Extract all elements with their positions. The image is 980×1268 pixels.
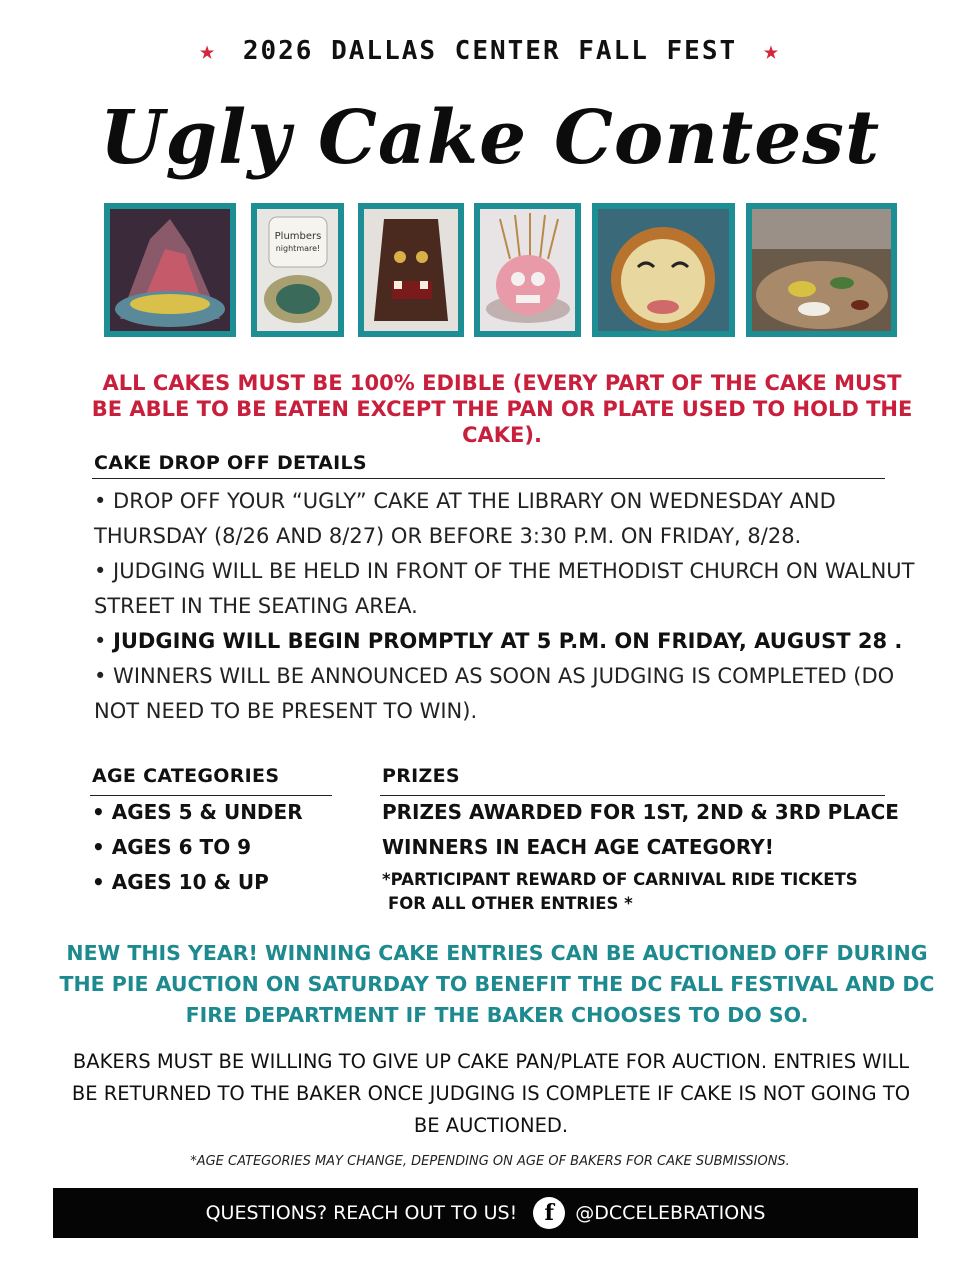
judging-time: JUDGING WILL BEGIN PROMPTLY AT 5 P.M. ON FRIDAY, AUGUST 28 . [113,629,903,653]
edible-notice: ALL CAKES MUST BE 100% EDIBLE (EVERY PART OF THE CAKE MUST BE ABLE TO BE EATEN EXCEPT THE PAN OR PLATE USED TO HOLD THE CAKE). [91,371,913,447]
dropoff-item: • DROP OFF YOUR “UGLY” CAKE AT THE LIBRARY ON WEDNESDAY AND THURSDAY (8/26 AND 8/27) OR BEFORE 3:30 P.M. ON FRIDAY, 8/28. [94,489,836,548]
age-category-item: • AGES 10 & UP [92,870,269,894]
event-header [0,36,980,66]
cake-photo-4 [474,203,581,337]
svg-text:nightmare!: nightmare! [275,244,321,253]
cake-photo-6 [746,203,897,337]
event-header-text: 2026 DALLAS CENTER FALL FEST [242,36,738,66]
cake-photo-5 [592,203,735,337]
facebook-icon[interactable]: f [533,1197,565,1229]
participant-reward: *PARTICIPANT REWARD OF CARNIVAL RIDE TICKETS [382,870,858,889]
star-icon: ★ [199,36,217,66]
participant-reward: FOR ALL OTHER ENTRIES * [388,894,633,913]
prizes-line: PRIZES AWARDED FOR 1ST, 2ND & 3RD PLACE [382,800,899,824]
age-category-item: • AGES 5 & UNDER [92,800,303,824]
dropoff-item: • WINNERS WILL BE ANNOUNCED AS SOON AS JUDGING IS COMPLETED (DO NOT NEED TO BE PRESENT TO WIN). [94,664,895,723]
star-icon: ★ [763,36,781,66]
bakers-notice: BAKERS MUST BE WILLING TO GIVE UP CAKE PAN/PLATE FOR AUCTION. ENTRIES WILL BE RETURNED TO THE BAKER ONCE JUDGING IS COMPLETE IF CAKE IS NOT GOING TO BE AUCTIONED. [71,1050,911,1137]
dropoff-item-bold: • JUDGING WILL BEGIN PROMPTLY AT 5 P.M. ON FRIDAY, AUGUST 28 . [94,629,903,653]
cake-photo-1 [104,203,236,337]
contact-footer [53,1188,918,1238]
questions-text: QUESTIONS? REACH OUT TO US! [205,1202,518,1224]
dropoff-heading: CAKE DROP OFF DETAILS [94,452,367,474]
svg-text:Plumbers: Plumbers [274,231,322,242]
prizes-heading: PRIZES [382,765,460,787]
age-categories-list [92,795,303,900]
prizes-list [382,795,899,916]
dropoff-item: • JUDGING WILL BE HELD IN FRONT OF THE METHODIST CHURCH ON WALNUT STREET IN THE SEATING AREA. [94,559,915,618]
new-this-year-notice: NEW THIS YEAR! WINNING CAKE ENTRIES CAN BE AUCTIONED OFF DURING THE PIE AUCTION ON SATURDAY TO BENEFIT THE DC FALL FESTIVAL AND DC FIRE DEPARTMENT IF THE BAKER CHOOSES TO DO SO. [59,941,935,1027]
facebook-handle[interactable]: @DCCELEBRATIONS [575,1202,766,1224]
age-footnote: *AGE CATEGORIES MAY CHANGE, DEPENDING ON AGE OF BAKERS FOR CAKE SUBMISSIONS. [190,1154,790,1169]
dropoff-list [94,484,934,729]
age-categories-heading: AGE CATEGORIES [92,765,280,787]
age-category-item: • AGES 6 TO 9 [92,835,252,859]
dropoff-divider [92,478,885,479]
cake-photo-2 [251,203,344,337]
cake-photo-3 [358,203,464,337]
page-title: Ugly Cake Contest [99,95,881,181]
prizes-line: WINNERS IN EACH AGE CATEGORY! [382,835,774,859]
